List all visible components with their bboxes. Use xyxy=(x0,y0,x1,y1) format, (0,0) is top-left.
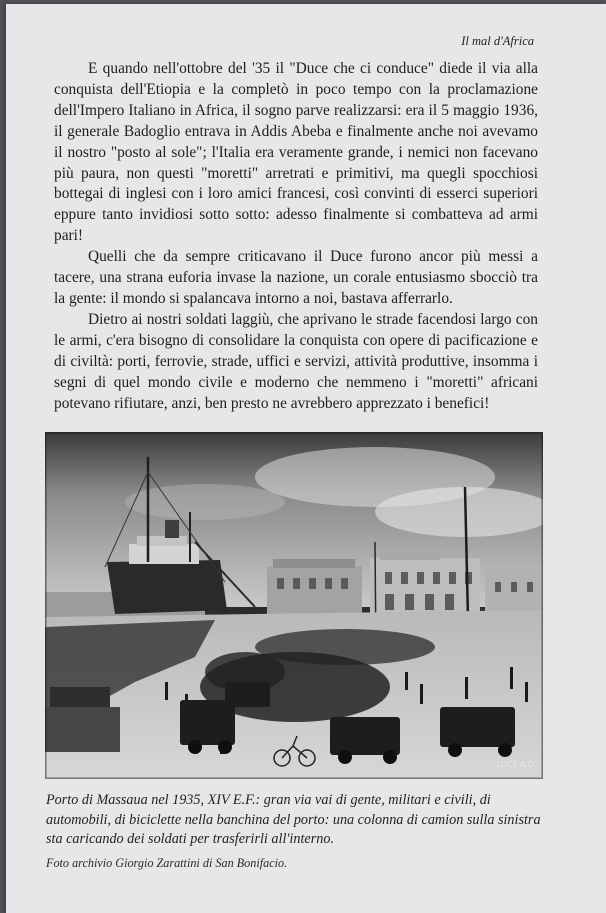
photo-credit: Foto archivio Giorgio Zarattini di San Bonifacio. xyxy=(46,856,288,870)
photo-watermark: LUCE A.O. xyxy=(497,760,537,769)
paragraph-1: E quando nell'ottobre del '35 il "Duce che ci conduce" diede il via alla conquista dell'Etiopia e la completò in poco tempo con la proclamazione dell'Impero Italiano in Africa, il sogno parve realizzarsi: era il 5 maggio 1936, il generale Badoglio entrava in Addis Abeba e finalmente anche noi avevamo il nostro "posto al sole"; l'Italia era veramente grande, i nemici non facevano più paura, non questi "moretti" arretrati e primitivi, ma quegli spocchiosi bottegai di inglesi con i loro amici francesi, così convinti di esserci superiori eppure tanto invidiosi sotto sotto: adesso finalmente si combatteva ad armi pari! xyxy=(54,60,538,245)
photo-caption: Porto di Massaua nel 1935, XIV E.F.: gran via vai di gente, militari e civili, di automobili, di biciclette nella banchina del porto: una colonna di camion sulla sinistra sta caricando dei soldati per trasferirli all'interno. xyxy=(46,792,541,847)
book-page xyxy=(6,4,606,913)
paragraph-2: Quelli che da sempre criticavano il Duce furono ancor più messi a tacere, una strana euforia invase la nazione, un corale entusiasmo sbocciò tra la gente: il mondo si spalancava intorno a noi, bastava afferrarlo. xyxy=(54,248,538,307)
body-text xyxy=(54,59,538,414)
historical-photo-massaua-port xyxy=(45,432,543,779)
running-head: Il mal d'Africa xyxy=(461,34,534,48)
photo-illustration xyxy=(45,432,543,779)
paragraph-3: Dietro ai nostri soldati laggiù, che aprivano le strade facendosi largo con le armi, c'era bisogno di consolidare la conquista con opere di pacificazione e di civiltà: porti, ferrovie, strade, uffici e servizi, attività produttive, insomma i segni di quel mondo civile e moderno che nemmeno i "moretti" africani potevano rifiutare, anzi, ben presto ne avrebbero apprezzato i benefici! xyxy=(54,310,538,412)
